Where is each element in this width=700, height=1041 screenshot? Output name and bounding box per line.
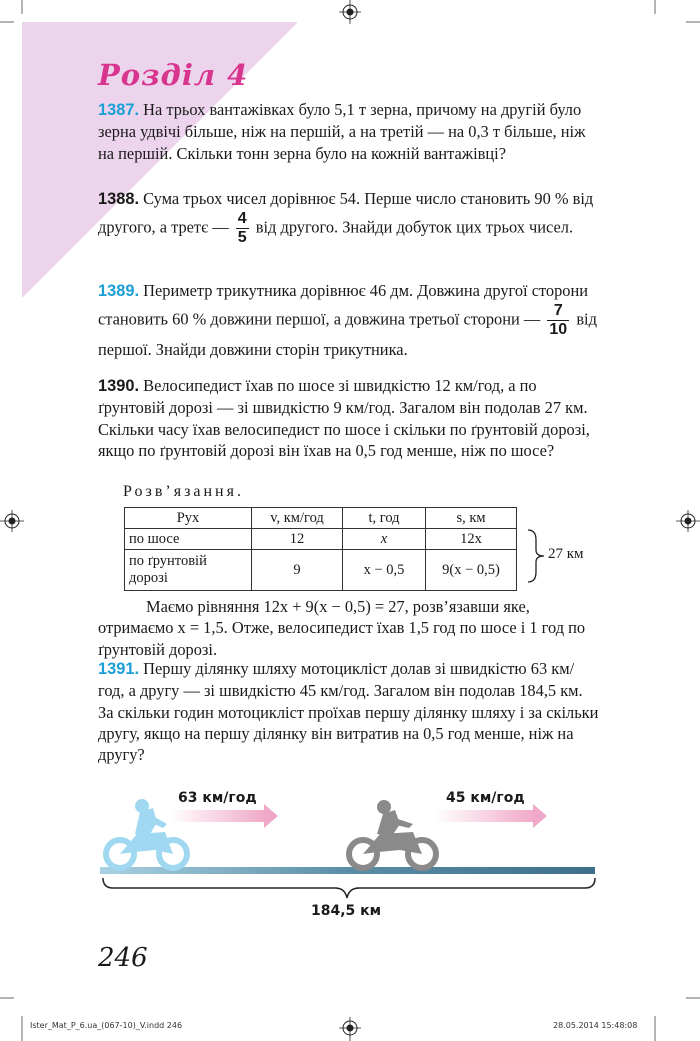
footer-timestamp: 28.05.2014 15:48:08 [553,1021,638,1030]
motorcyclist-2-icon [349,800,436,868]
table-cell: 12 [252,529,343,550]
crop-marks-bottom [0,990,700,1041]
problem-1391 [98,658,600,765]
problem-1390 [98,375,600,461]
table-header: t, год [343,508,426,529]
table-header-row [125,508,517,529]
problem-number: 1391. [98,660,140,678]
table-header: v, км/год [252,508,343,529]
problem-text: Першу ділянку шляху мотоцикліст долав зі швидкістю 63 км/год, а другу — зі швидкістю 45 км/год. Загалом він подолав 184,5 км. За скільки годин мотоцикліст проїхав першу ділянку шляху і за скільки другу, якщо на першу ділянку він витратив на 0,5 год менше, ніж на другу? [98,659,599,765]
speed-arrow-1 [170,804,278,828]
table-cell: x [343,529,426,550]
chapter-title: Розділ 4 [98,58,249,92]
motorcyclist-1-icon [106,799,187,868]
table-header: s, км [426,508,517,529]
registration-mark-right [674,508,700,534]
problem-number: 1388. [98,190,140,208]
speed-label-1: 63 км/год [178,790,257,806]
registration-mark-top [337,0,363,26]
distance-brace [103,878,595,898]
table-row [125,550,517,591]
table-cell: 9(x − 0,5) [426,550,517,591]
solution-table-wrap [124,507,517,591]
total-distance-label: 27 км [548,546,584,562]
motorcycle-illustration [95,790,605,910]
table-cell: 9 [252,550,343,591]
speed-arrow-2 [435,804,547,828]
problem-1387 [98,99,600,164]
problem-1388 [98,188,600,247]
fraction-denominator: 10 [549,321,568,339]
table-cell: по шосе [125,529,252,550]
registration-mark-left [0,508,26,534]
problem-text: від другого. Знайди добуток цих трьох чисел. [255,217,574,237]
footer-file: Ister_Mat_P_6.ua_(067-10)_V.indd 246 [30,1021,183,1030]
table-row [125,529,517,550]
page-number: 246 [98,943,148,973]
speed-label-2: 45 км/год [446,790,525,806]
fraction-numerator: 7 [547,302,569,321]
fraction-numerator: 4 [237,210,247,228]
problem-text: На трьох вантажівках було 5,1 т зерна, причому на другій було зерна удвічі більше, ніж на першій, а на третій — на 0,3 т більше, ніж на першій. Скільки тонн зерна було на кожній вантажівці? [98,100,586,163]
right-brace [526,528,548,584]
table-cell: x − 0,5 [343,550,426,591]
fraction [547,302,569,339]
problem-text: Велосипедист їхав по шосе зі швидкістю 12 км/год, а по ґрунтовій дорозі — зі швидкістю 9 км/год. Загалом він подолав 27 км. Скільки часу їхав велосипедист по шосе і скільки по ґрунтовій дорозі, якщо по ґрунтовій дорозі він їхав на 0,5 год менше, ніж по шосе? [98,376,590,460]
problem-text: від першої. Знайди довжини сторін трикутника. [98,309,597,360]
table-cell: 12x [426,529,517,550]
problem-1389 [98,280,600,361]
table-header: Рух [125,508,252,529]
solution-table [124,507,517,591]
problem-text: Периметр трикутника дорівнює 46 дм. Довжина другої сторони становить 60 % довжини першої, а довжина третьої сторони — [98,281,589,329]
problem-number: 1387. [98,101,140,119]
fraction [236,210,249,247]
distance-label: 184,5 км [311,903,382,919]
fraction-denominator: 5 [237,229,247,247]
problem-text: Сума трьох чисел дорівнює 54. Перше число становить 90 % від другого, а третє — [98,189,594,237]
table-cell: по ґрунтовій дорозі [125,550,252,591]
solution-answer: Маємо рівняння 12x + 9(x − 0,5) = 27, розв’язавши яке, отримаємо x = 1,5. Отже, велосипедист їхав 1,5 год по шосе і 1 год по ґрунтовій дорозі. [98,597,586,659]
solution-title: Розв’язання. [123,483,244,500]
problem-number: 1390. [98,377,140,395]
problem-number: 1389. [98,282,140,300]
